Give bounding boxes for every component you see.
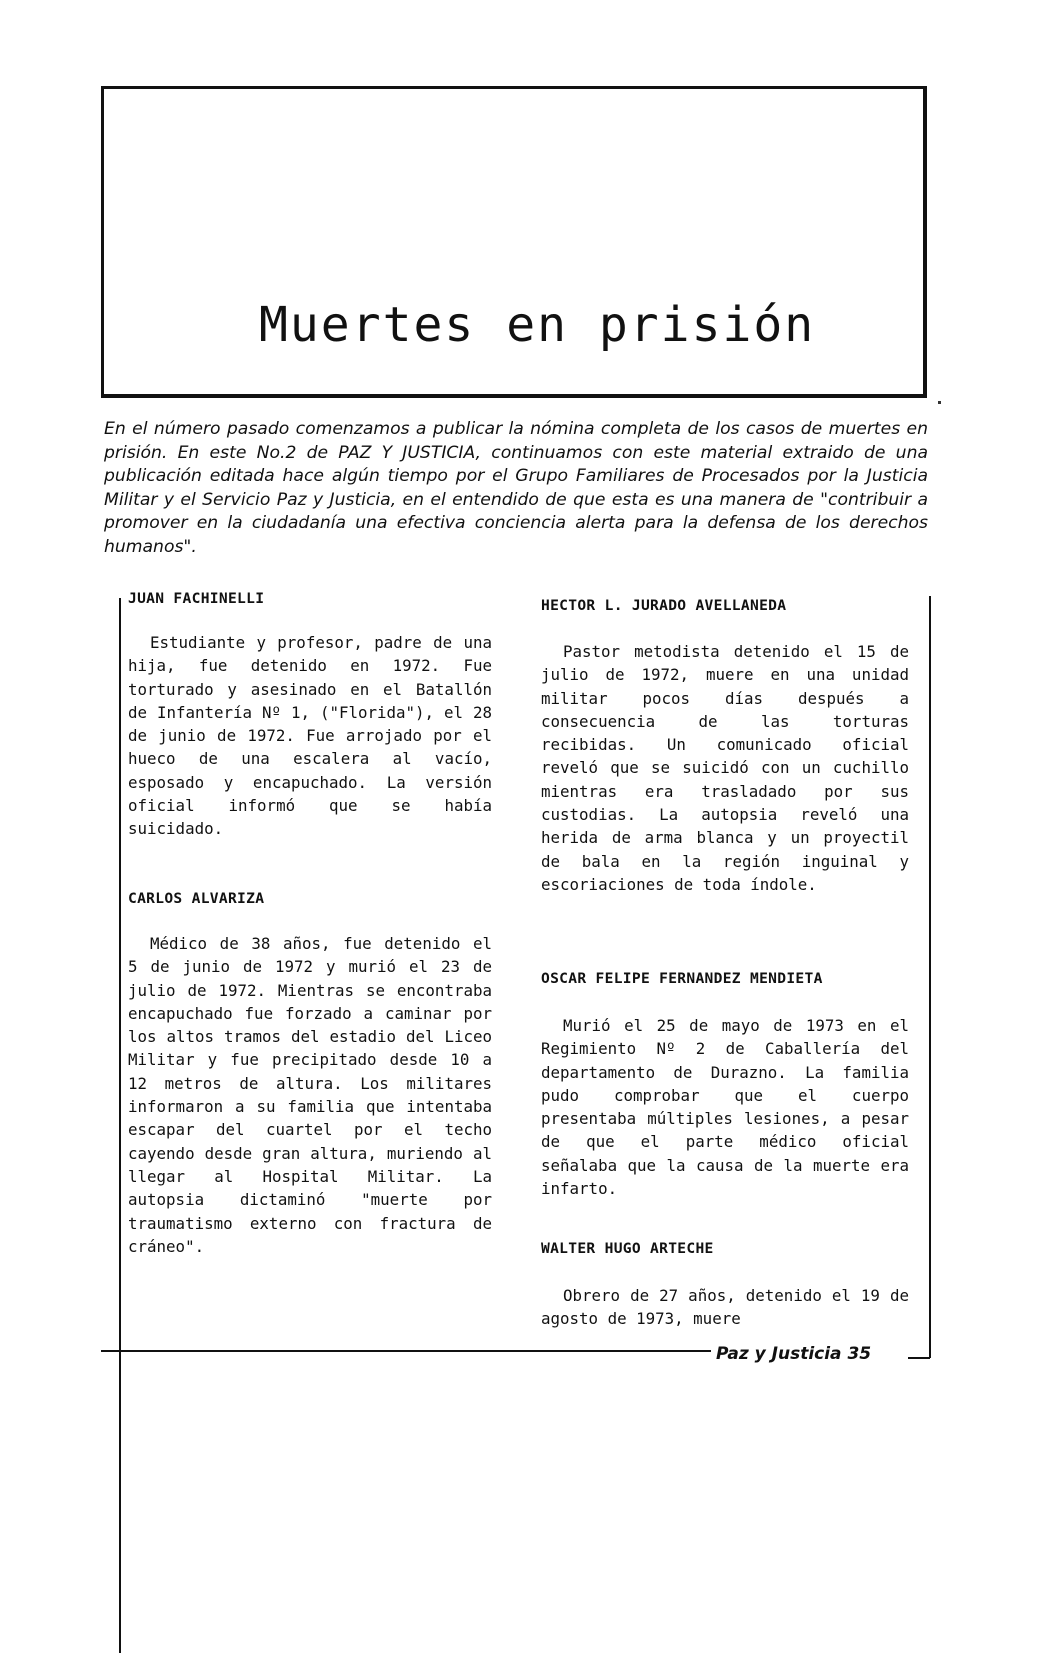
entry-text-fernandez: Murió el 25 de mayo de 1973 en el Regimiento Nº 2 de Caballería del departamento de Durazno. La familia pudo comprobar que el cuerpo presentaba múltiples lesiones, a pesar de que el parte médico oficial señalaba que la causa de la muerte era infarto. [541,1016,909,1199]
footer-page-label: Paz y Justicia 35 [716,1344,872,1364]
entry-name-fachinelli: JUAN FACHINELLI [128,590,265,607]
intro-paragraph: En el número pasado comenzamos a publicar la nómina completa de los casos de muertes en prisión. En este No.2 de PAZ Y JUSTICIA, continuamos con este material extraido de una publicación editada hace algún tiempo por el Grupo Familiares de Procesados por la Justicia Militar y el Servicio Paz y Justicia, en el entendido de que esta es una manera de "contribuir a promover en la ciudadanía una efectiva conciencia alerta para la defensa de los derechos humanos". [104,419,928,557]
entry-name-jurado: HECTOR L. JURADO AVELLANEDA [541,597,787,614]
right-column-rule [929,596,931,1358]
footer-rule-right [908,1357,930,1359]
entry-text-alvariza: Médico de 38 años, fue detenido el 5 de junio de 1972 y murió el 23 de julio de 1972. Mientras se encontraba encapuchado fue forzado a caminar por los altos tramos del estadio del Liceo Militar y fue precipitado desde 10 a 12 metros de altura. Los militares informaron a su familia que intentaba escapar del cuartel por el techo cayendo desde gran altura, muriendo al llegar al Hospital Militar. La autopsia dictaminó "muerte por traumatismo externo con fractura de cráneo". [128,934,492,1256]
bottom-rule [101,1350,711,1352]
entry-text-jurado: Pastor metodista detenido el 15 de julio de 1972, muere en una unidad militar pocos días después a consecuencia de las torturas recibidas. Un comunicado oficial reveló que se suicidó con un cuchillo mientras era trasladado por sus custodias. La autopsia reveló una herida de arma blanca y un proyectil de bala en la región inguinal y escoriaciones de toda índole. [541,642,909,894]
entry-name-arteche: WALTER HUGO ARTECHE [541,1240,714,1257]
page-title: Muertes en prisión [259,297,816,353]
entry-text-fachinelli: Estudiante y profesor, padre de una hija, fue detenido en 1972. Fue torturado y asesinado en el Batallón de Infantería Nº 1, ("Florida"), el 28 de junio de 1972. Fue arrojado por el hueco de una escalera al vacío, esposado y encapuchado. La versión oficial informó que se había suicidado. [128,633,492,839]
entry-text-arteche: Obrero de 27 años, detenido el 19 de agosto de 1973, muere [541,1286,909,1329]
print-speck [938,401,941,404]
left-column-rule [119,598,121,1653]
entry-name-alvariza: CARLOS ALVARIZA [128,890,265,907]
entry-name-fernandez: OSCAR FELIPE FERNANDEZ MENDIETA [541,970,823,987]
title-box [101,86,927,398]
